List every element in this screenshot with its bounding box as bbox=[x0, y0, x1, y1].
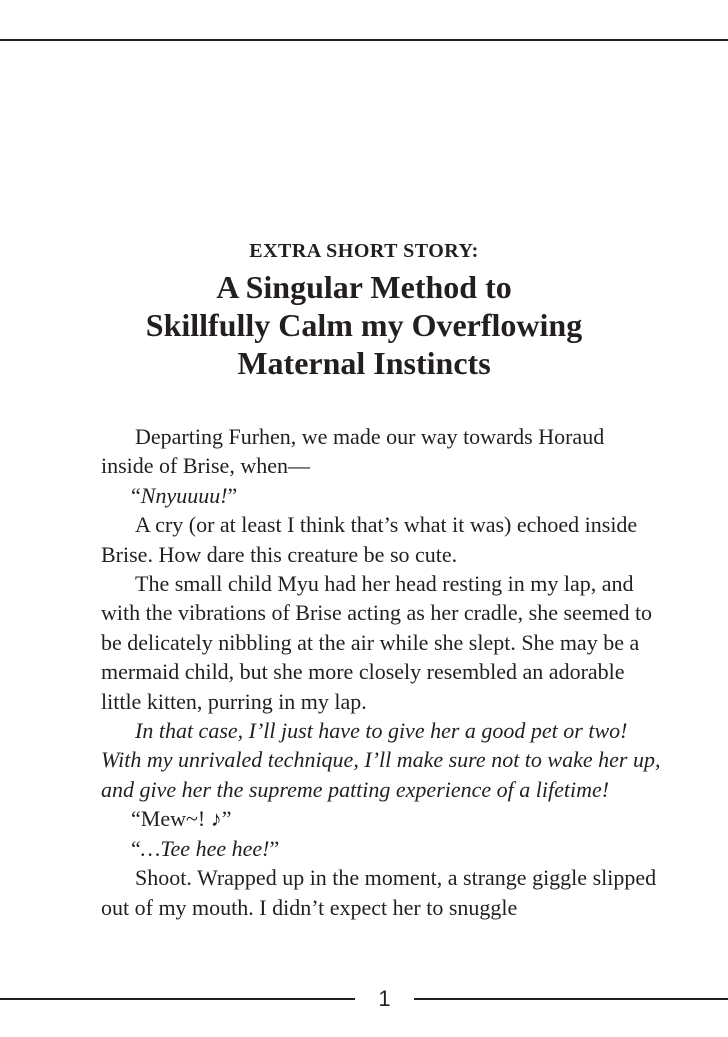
paragraph: Shoot. Wrapped up in the moment, a strange giggle slipped out of my mouth. I didn’t expect her to snuggle bbox=[101, 865, 657, 920]
dialogue-line bbox=[101, 481, 661, 510]
title-line: A Singular Method to bbox=[216, 269, 512, 305]
story-body bbox=[101, 422, 661, 922]
title-line: Skillfully Calm my Overflowing bbox=[145, 307, 583, 343]
dialogue-line bbox=[101, 834, 661, 863]
dialogue-line: “Mew~! ♪” bbox=[131, 806, 232, 832]
top-rule bbox=[0, 39, 728, 41]
paragraph: The small child Myu had her head resting in my lap, and with the vibrations of Brise acting as her cradle, she seemed to be delicately nibbling at the air while she slept. She may be a mermaid child, but she more closely resembled an adorable little kitten, purring in my lap. bbox=[101, 571, 653, 714]
close-quote: ” bbox=[227, 482, 238, 508]
open-quote: “ bbox=[131, 835, 141, 861]
footer-rule-right bbox=[414, 998, 728, 1000]
page-number: 1 bbox=[378, 986, 391, 1011]
section-kicker: EXTRA SHORT STORY: bbox=[249, 240, 479, 262]
inner-thought-paragraph: In that case, I’ll just have to give her a good pet or two! With my unrivaled technique, I’ll make sure not to wake her up, and give her the supreme patting experience of a lifetime! bbox=[101, 718, 661, 802]
paragraph: Departing Furhen, we made our way towards Horaud inside of Brise, when— bbox=[101, 424, 605, 479]
open-quote: “ bbox=[131, 482, 141, 508]
close-quote: ” bbox=[269, 835, 280, 861]
title-line: Maternal Instincts bbox=[237, 345, 491, 381]
story-header bbox=[0, 234, 728, 382]
dialogue-italic: Nnyuuuu! bbox=[140, 482, 228, 508]
dialogue-italic: …Tee hee hee! bbox=[140, 835, 270, 861]
story-title bbox=[0, 268, 728, 382]
footer-rule-left bbox=[0, 998, 355, 1000]
paragraph: A cry (or at least I think that’s what it was) echoed inside Brise. How dare this creature be so cute. bbox=[101, 512, 638, 567]
